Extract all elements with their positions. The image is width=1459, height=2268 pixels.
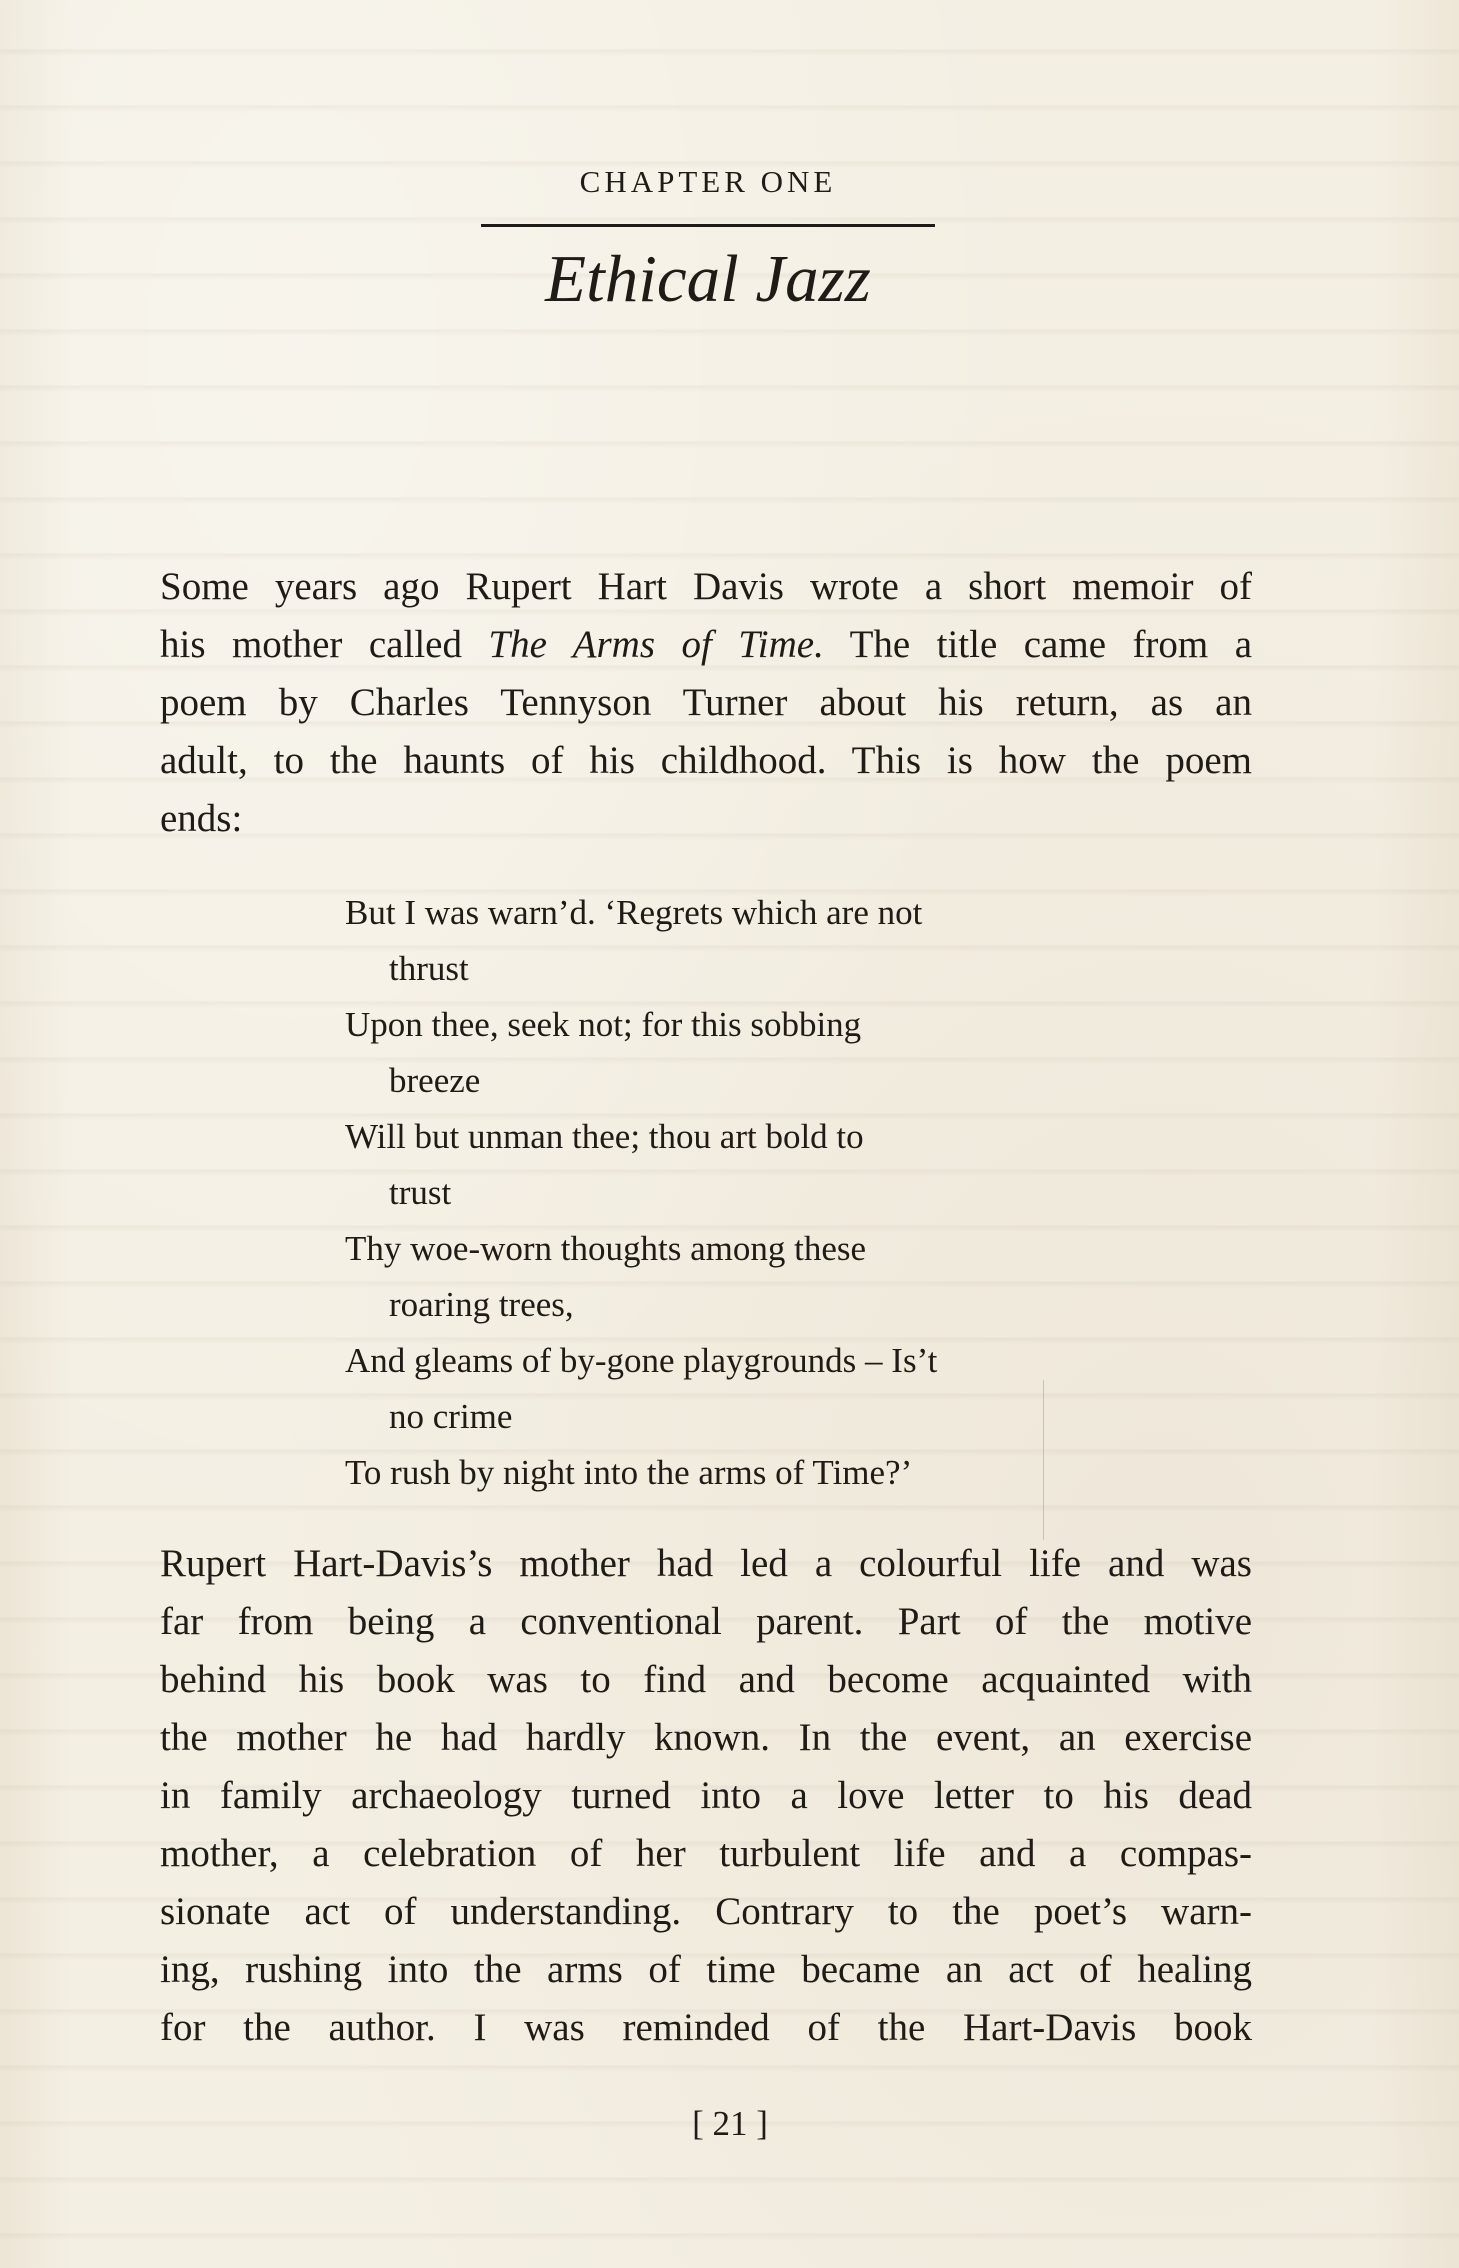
paragraph-1-line-3: poem by Charles Tennyson Turner about his return, as an — [160, 681, 1252, 724]
paragraph-2-line-2: far from being a conventional parent. Part of the motive — [160, 1600, 1252, 1643]
paragraph-1-line-1: Some years ago Rupert Hart Davis wrote a short memoir of — [160, 565, 1252, 608]
poem-line-10: no crime — [389, 1397, 513, 1436]
poem-block — [345, 885, 1105, 1501]
chapter-label: CHAPTER ONE — [579, 164, 837, 199]
poem-line-6: trust — [389, 1173, 452, 1212]
paragraph-1-line-5: ends: — [160, 797, 243, 840]
poem-line-2: thrust — [389, 949, 469, 988]
paragraph-2-line-4: the mother he had hardly known. In the event, an exercise — [160, 1716, 1252, 1759]
poem-line-4: breeze — [389, 1061, 481, 1100]
paragraph-1-line-2-prefix: his mother called — [160, 623, 489, 666]
poem-line-8: roaring trees, — [389, 1285, 574, 1324]
poem-line-9: And gleams of by-gone playgrounds – Is’t — [345, 1341, 938, 1380]
chapter-rule — [481, 224, 935, 227]
book-title-italic: The Arms of Time. — [488, 623, 824, 666]
paragraph-2 — [160, 1535, 1252, 2057]
paragraph-2-line-9: for the author. I was reminded of the Hart-Davis book — [160, 2006, 1252, 2049]
page-number: [ 21 ] — [692, 2104, 768, 2143]
paragraph-1-line-4: adult, to the haunts of his childhood. This is how the poem — [160, 739, 1252, 782]
chapter-title: Ethical Jazz — [545, 242, 871, 316]
poem-line-7: Thy woe-worn thoughts among these — [345, 1229, 867, 1268]
paragraph-2-line-5: in family archaeology turned into a love letter to his dead — [160, 1774, 1252, 1817]
paragraph-1 — [160, 558, 1252, 848]
poem-line-3: Upon thee, seek not; for this sobbing — [345, 1005, 862, 1044]
paragraph-2-line-7: sionate act of understanding. Contrary to the poet’s warn- — [160, 1890, 1252, 1933]
page-crease — [1043, 1380, 1044, 1540]
paragraph-2-line-1: Rupert Hart-Davis’s mother had led a colourful life and was — [160, 1542, 1252, 1585]
paragraph-1-line-2-suffix: The title came from a — [823, 623, 1253, 666]
paragraph-2-line-8: ing, rushing into the arms of time became an act of healing — [160, 1948, 1252, 1991]
poem-line-11: To rush by night into the arms of Time?’ — [345, 1453, 913, 1492]
poem-line-5: Will but unman thee; thou art bold to — [345, 1117, 864, 1156]
paragraph-2-line-3: behind his book was to find and become acquainted with — [160, 1658, 1252, 1701]
paragraph-2-line-6: mother, a celebration of her turbulent life and a compas- — [160, 1832, 1252, 1875]
paragraph-1-line-2 — [160, 616, 1252, 674]
poem-line-1: But I was warn’d. ‘Regrets which are not — [345, 893, 923, 932]
